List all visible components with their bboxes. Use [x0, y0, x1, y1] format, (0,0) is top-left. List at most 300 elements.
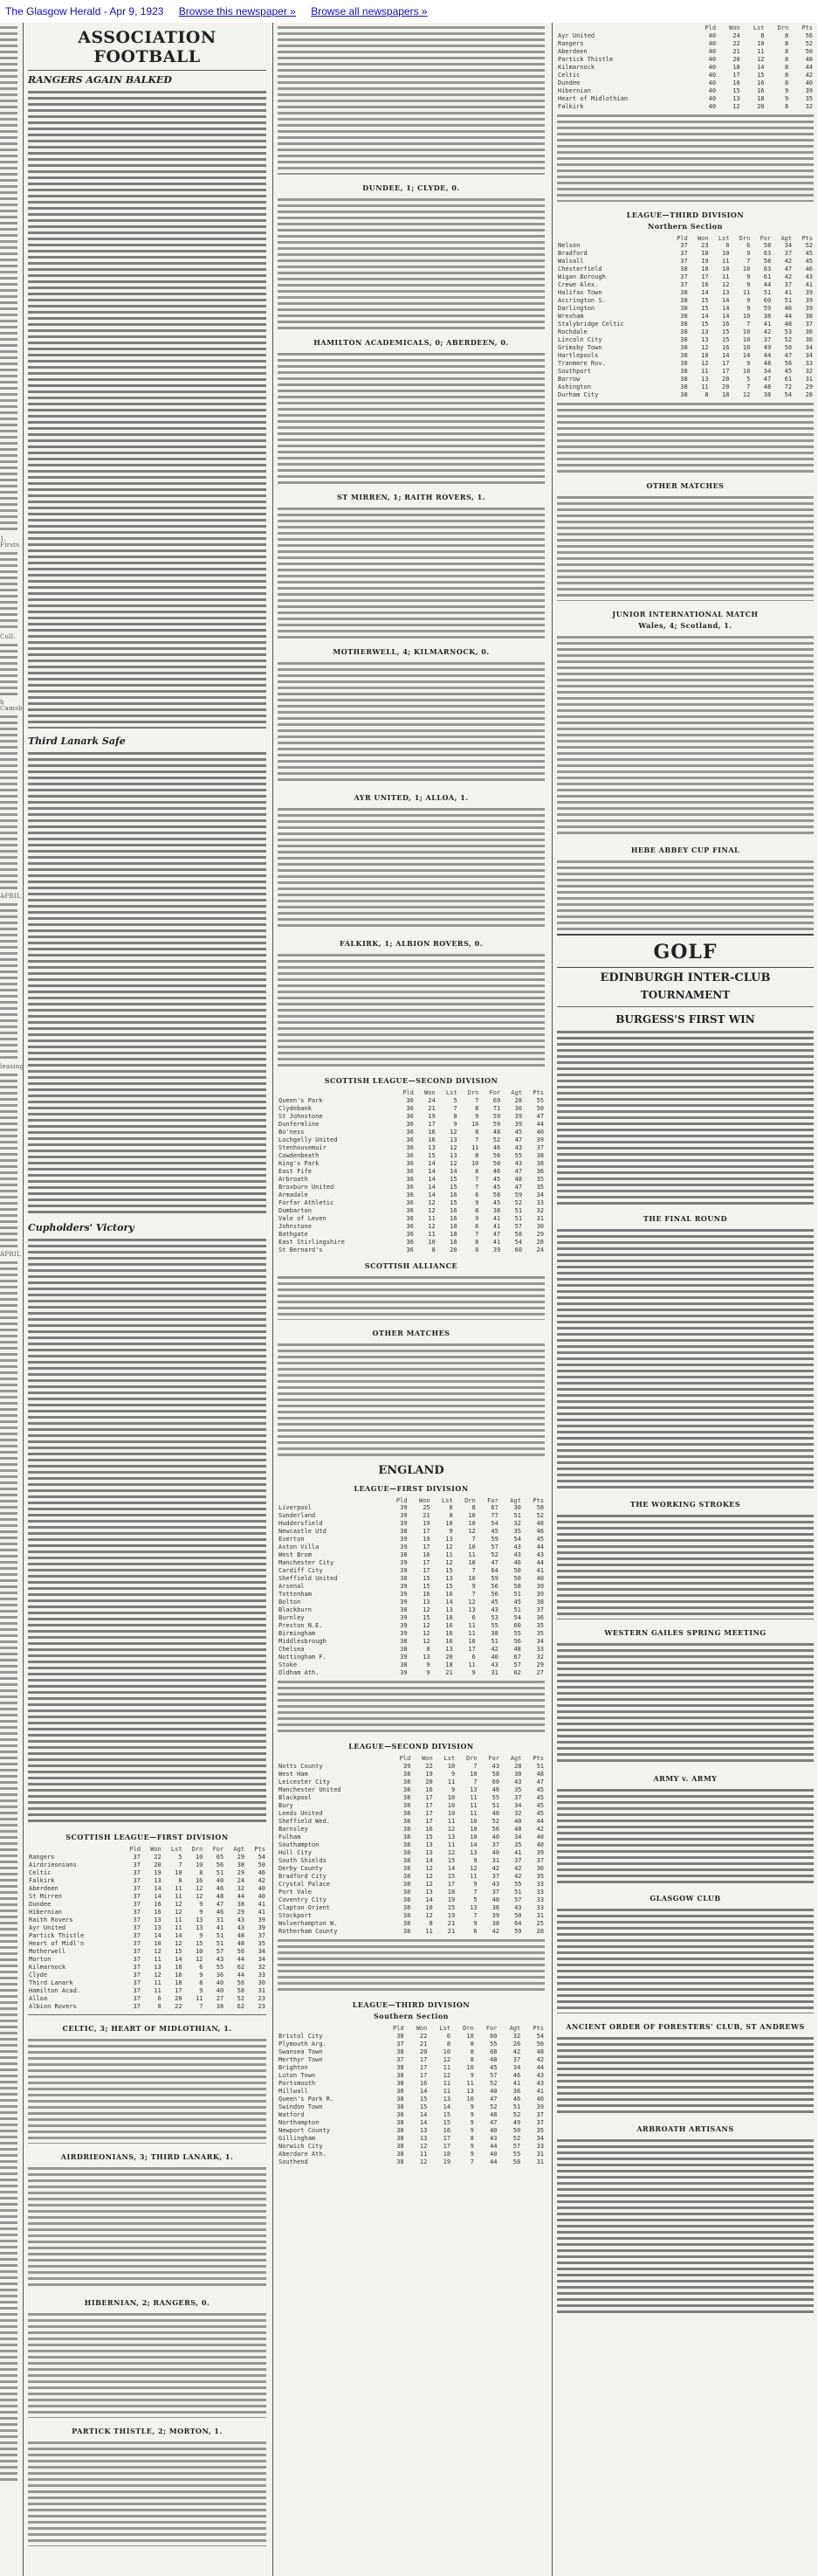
table-cell: 12	[423, 1606, 430, 1614]
table-cell: 43	[536, 1551, 544, 1559]
table-cell: 10	[468, 1575, 476, 1583]
table-cell: 49	[512, 2118, 521, 2126]
table-cell: 34	[805, 352, 813, 360]
table-cell: 9	[450, 1785, 456, 1793]
table-cell: 20	[722, 376, 730, 383]
table-cell: 36	[406, 1104, 414, 1112]
table-header: Agt	[233, 1846, 245, 1853]
table-cell: 15	[732, 86, 740, 94]
table-cell: 41	[492, 1238, 501, 1246]
table-cell: 11	[443, 2079, 451, 2087]
table-header: Pld	[402, 1089, 414, 1096]
table-cell: 10	[466, 2063, 474, 2071]
table-cell: 9	[746, 281, 751, 289]
table-cell: 8	[475, 1151, 479, 1159]
table-cell: 36	[536, 1864, 544, 1872]
table-cell: 10	[470, 1770, 478, 1778]
table-row	[278, 1810, 545, 1818]
table-cell: 14	[722, 313, 730, 321]
table-cell: 58	[237, 1986, 245, 1994]
table-cell: 10	[447, 1809, 456, 1817]
table-cell: 36	[406, 1214, 414, 1222]
table-cell: 8	[431, 1246, 436, 1253]
table-cell: 15	[701, 305, 709, 313]
table-row	[557, 305, 814, 313]
table-cell: 34	[512, 2063, 521, 2071]
table-cell: 54	[513, 1614, 521, 1622]
match-heading: AYR UNITED, 1; ALLOA, 1.	[354, 793, 469, 802]
table-cell: 6	[471, 1654, 476, 1661]
table-cell: 14	[175, 1931, 182, 1939]
team-name: Hull City	[278, 1848, 312, 1856]
table-row	[278, 1575, 545, 1583]
table-cell: 40	[490, 2150, 498, 2158]
table-cell: 57	[490, 2071, 498, 2079]
table-cell: 12	[722, 281, 730, 289]
team-name: Nelson	[558, 242, 581, 250]
table-cell: 38	[680, 313, 688, 321]
table-cell: 13	[443, 2095, 451, 2103]
table-cell: 19	[447, 1911, 456, 1919]
table-row	[278, 1669, 545, 1677]
table-cell: 42	[491, 1927, 500, 1935]
table-cell: 13	[425, 1888, 433, 1896]
table-cell: 34	[763, 368, 772, 376]
table-cell: 15	[443, 2110, 451, 2118]
table-cell: 36	[406, 1096, 414, 1104]
team-name: Halifax Town	[558, 289, 602, 297]
table-cell: 12	[175, 1908, 182, 1916]
table-cell: 9	[746, 305, 751, 313]
edge-fragment: h Camsb	[0, 699, 23, 712]
table-cell: 14	[722, 305, 730, 313]
table-cell: 37	[133, 1853, 141, 1861]
table-cell: 45	[491, 1599, 498, 1606]
team-name: Chesterfield	[558, 266, 602, 273]
table-cell: 6	[475, 1222, 479, 1230]
table-cell: 17	[701, 273, 709, 281]
table-cell: 54	[491, 1520, 498, 1528]
table-row	[278, 1184, 545, 1191]
table-cell: 20	[450, 1246, 457, 1253]
table-cell: 12	[742, 391, 751, 399]
table-cell: 15	[701, 321, 709, 328]
table-cell: 55	[514, 1151, 523, 1159]
table-cell: 31	[536, 1214, 544, 1222]
table-cell: 65	[216, 1853, 224, 1861]
table-cell: 7	[475, 1183, 479, 1191]
table-row	[557, 297, 814, 305]
table-cell: 17	[419, 2063, 428, 2071]
results-block	[278, 1276, 545, 1320]
table-header: Lst	[718, 234, 730, 242]
table-cell: 7	[475, 1096, 479, 1104]
table-cell: 35	[514, 1785, 522, 1793]
table-row	[278, 2142, 545, 2150]
table-cell: 13	[154, 1963, 162, 1971]
table-cell: 36	[406, 1246, 414, 1253]
table-cell: 55	[491, 1622, 498, 1630]
table-cell: 9	[785, 86, 789, 94]
team-name: Vale of Leven	[278, 1214, 327, 1222]
table-cell: 7	[473, 1911, 478, 1919]
table-cell: 13	[470, 1903, 478, 1911]
table-cell: 52	[536, 1512, 544, 1520]
table-cell: 37	[784, 281, 793, 289]
table-cell: 40	[491, 1896, 500, 1903]
table-cell: 59	[492, 1120, 501, 1128]
table-cell: 46	[512, 2095, 521, 2103]
table-row	[278, 1199, 545, 1207]
table-cell: 11	[175, 1884, 182, 1892]
table-cell: 42	[784, 273, 793, 281]
table-cell: 37	[680, 258, 688, 266]
team-name: Falkirk	[29, 1876, 55, 1884]
table-cell: 40	[708, 86, 717, 94]
table-cell: 51	[513, 1512, 521, 1520]
table-cell: 9	[453, 1120, 457, 1128]
table-cell: 24	[732, 31, 740, 39]
table-cell: 34	[514, 1801, 522, 1809]
table-cell: 39	[400, 1583, 408, 1591]
table-cell: 52	[784, 336, 793, 344]
table-cell: 13	[468, 1606, 476, 1614]
table-cell: 57	[216, 1947, 224, 1955]
league-table	[557, 24, 814, 111]
table-cell: 38	[763, 391, 772, 399]
table-cell: 38	[680, 360, 688, 368]
table-cell: 38	[536, 1599, 544, 1606]
table-row	[557, 79, 814, 87]
table-row	[278, 1857, 545, 1865]
table-header: Pld	[677, 234, 688, 242]
table-cell: 31	[536, 2158, 544, 2165]
table-cell: 42	[784, 258, 793, 266]
team-name: Clapton Orient	[278, 1903, 331, 1911]
table-row	[557, 281, 814, 289]
table-cell: 8	[453, 1112, 457, 1120]
table-cell: 16	[445, 1622, 453, 1630]
table-cell: 39	[400, 1512, 408, 1520]
table-cell: 38	[680, 336, 688, 344]
table-cell: 10	[466, 2032, 474, 2040]
table-cell: 18	[732, 63, 740, 71]
table-cell: 14	[425, 1896, 433, 1903]
team-name: Chelsea	[278, 1646, 305, 1654]
table-cell: 15	[419, 2095, 428, 2103]
table-cell: 10	[468, 1638, 476, 1646]
table-cell: 24	[536, 1246, 544, 1253]
table-cell: 55	[514, 1880, 522, 1888]
table-cell: 56	[784, 360, 793, 368]
table-cell: 16	[428, 1128, 436, 1136]
table-cell: 36	[536, 1167, 544, 1175]
table-cell: 37	[133, 1955, 141, 1963]
table-cell: 48	[237, 1939, 245, 1947]
article-body	[557, 1909, 814, 2013]
table-cell: 45	[536, 1785, 544, 1793]
table-cell: 9	[746, 360, 751, 368]
table-cell: 47	[514, 1183, 523, 1191]
table-row	[278, 1591, 545, 1599]
edge-fragment: APRIL	[0, 1251, 21, 1258]
table-header: For	[212, 1846, 224, 1853]
team-name: Celtic	[29, 1868, 52, 1876]
table-cell: 33	[536, 1888, 544, 1896]
team-name: Luton Town	[278, 2071, 316, 2079]
table-cell: 43	[536, 2071, 544, 2079]
table-cell: 22	[154, 1853, 162, 1861]
table-row	[557, 383, 814, 391]
table-row	[278, 1912, 545, 1920]
table-cell: 42	[258, 1876, 265, 1884]
table-cell: 21	[428, 1104, 436, 1112]
table-cell: 8	[785, 79, 789, 86]
section-heading: HEBE ABBEY CUP FINAL	[630, 846, 740, 855]
table-cell: 9	[470, 2103, 474, 2110]
table-header: Lst	[753, 24, 765, 31]
table-row	[278, 1606, 545, 1614]
table-cell: 38	[396, 2150, 404, 2158]
table-cell: 29	[237, 1908, 245, 1916]
browse-newspaper-link[interactable]: Browse this newspaper »	[178, 5, 296, 17]
table-cell: 38	[402, 1793, 411, 1801]
team-name: Rangers	[29, 1853, 55, 1861]
table-cell: 8	[785, 102, 789, 110]
table-cell: 62	[237, 1963, 245, 1971]
table-row	[557, 273, 814, 281]
table-cell: 8	[785, 55, 789, 63]
table-cell: 27	[536, 1669, 544, 1677]
table-cell: 8	[178, 1876, 182, 1884]
table-row	[28, 1893, 266, 1901]
table-cell: 44	[237, 1892, 245, 1900]
browse-all-newspapers-link[interactable]: Browse all newspapers »	[311, 5, 428, 17]
team-name: East Stirlingshire	[278, 1238, 345, 1246]
table-cell: 37	[514, 1856, 522, 1864]
team-name: Partick Thistle	[29, 1931, 85, 1939]
table-row	[28, 1916, 266, 1924]
table-cell: 37	[133, 1868, 141, 1876]
section-title: ASSOCIATION FOOTBALL	[28, 23, 266, 71]
table-cell: 8	[471, 1504, 476, 1512]
table-cell: 47	[763, 376, 772, 383]
table-cell: 16	[722, 344, 730, 352]
table-cell: 38	[237, 1900, 245, 1908]
table-cell: 42	[763, 328, 772, 336]
table-cell: 37	[133, 1963, 141, 1971]
article-body	[28, 1239, 266, 1824]
table-cell: 14	[154, 1931, 162, 1939]
table-cell: 40	[536, 1575, 544, 1583]
team-name: Alloa	[29, 1994, 48, 2002]
table-row	[557, 376, 814, 383]
match-report	[28, 2441, 266, 2546]
article-body	[557, 1643, 814, 1765]
team-name: West Ham	[278, 1770, 308, 1778]
match-score: Wales, 4; Scotland, 1.	[638, 621, 732, 631]
table-cell: 31	[805, 376, 813, 383]
table-cell: 27	[216, 1994, 224, 2002]
table-cell: 11	[443, 2063, 451, 2071]
table-cell: 9	[746, 297, 751, 305]
table-row	[278, 1544, 545, 1551]
team-name: Southport	[558, 368, 591, 376]
table-cell: 54	[536, 2032, 544, 2040]
table-cell: 38	[402, 1856, 411, 1864]
table-cell: 13	[423, 1654, 430, 1661]
table-cell: 59	[492, 1112, 501, 1120]
table-cell: 38	[402, 1801, 411, 1809]
table-cell: 12	[450, 1143, 457, 1151]
table-cell: 45	[491, 1528, 498, 1536]
table-cell: 56	[237, 1947, 245, 1955]
table-header: For	[487, 1496, 498, 1504]
table-cell: 43	[237, 1923, 245, 1931]
table-header: Won	[424, 1089, 436, 1096]
table-cell: 44	[490, 2142, 498, 2150]
table-cell: 8	[470, 2040, 474, 2048]
table-cell: 12	[195, 1955, 203, 1963]
table-row	[557, 289, 814, 297]
table-cell: 6	[473, 1927, 478, 1935]
table-header: Pts	[533, 1496, 544, 1504]
table-row	[278, 2118, 545, 2126]
table-cell: 11	[701, 368, 709, 376]
table-cell: 29	[237, 1868, 245, 1876]
table-cell: 50	[536, 2040, 544, 2048]
table-cell: 46	[784, 305, 793, 313]
table-cell: 45	[513, 1599, 521, 1606]
table-cell: 58	[763, 258, 772, 266]
table-cell: 60	[491, 1778, 500, 1785]
team-name: Celtic	[558, 71, 581, 79]
table-cell: 9	[746, 250, 751, 258]
table-cell: 38	[680, 328, 688, 336]
table-cell: 21	[447, 1927, 456, 1935]
table-cell: 63	[763, 250, 772, 258]
table-cell: 14	[722, 352, 730, 360]
team-name: Rangers	[558, 39, 584, 47]
table-cell: 50	[513, 1575, 521, 1583]
left-edge-column	[0, 23, 24, 2576]
table-row	[28, 1877, 266, 1885]
table-row	[278, 2134, 545, 2142]
table-cell: 17	[443, 2134, 451, 2142]
table-cell: 10	[447, 1762, 456, 1770]
table-cell: 17	[423, 1559, 430, 1567]
table-cell: 10	[428, 1238, 436, 1246]
table-cell: 58	[763, 242, 772, 250]
table-header: Pld	[129, 1846, 141, 1853]
table-cell: 45	[805, 258, 813, 266]
table-cell: 36	[406, 1112, 414, 1120]
table-cell: 50	[513, 1567, 521, 1575]
table-cell: 13	[470, 1785, 478, 1793]
table-cell: 11	[468, 1551, 476, 1559]
table-cell: 12	[732, 102, 740, 110]
table-cell: 12	[447, 1848, 456, 1856]
team-name: Fulham	[278, 1833, 301, 1840]
table-cell: 16	[423, 1591, 430, 1599]
table-cell: 41	[763, 321, 772, 328]
table-cell: 16	[175, 1971, 182, 1979]
table-cell: 8	[199, 1868, 203, 1876]
table-cell: 20	[419, 2048, 428, 2055]
table-header: Drn	[463, 2024, 474, 2032]
team-name: Broxburn United	[278, 1183, 334, 1191]
table-cell: 41	[512, 2079, 521, 2087]
table-cell: 15	[423, 1583, 430, 1591]
table-cell: 47	[514, 1136, 523, 1143]
table-cell: 17	[425, 1801, 433, 1809]
table-cell: 38	[402, 1825, 411, 1833]
table-cell: 18	[701, 250, 709, 258]
team-name: Everton	[278, 1536, 305, 1544]
table-cell: 35	[805, 94, 813, 102]
table-cell: 15	[419, 2103, 428, 2110]
table-header: Pld	[705, 24, 717, 31]
table-cell: 9	[473, 1856, 478, 1864]
results-block	[557, 114, 814, 202]
table-cell: 38	[396, 2095, 404, 2103]
team-name: St Mirren	[29, 1892, 62, 1900]
table-cell: 38	[396, 2118, 404, 2126]
table-cell: 17	[425, 1809, 433, 1817]
table-header	[557, 235, 668, 243]
table-cell: 48	[216, 1892, 224, 1900]
table-cell: 37	[396, 2040, 404, 2048]
table-cell: 40	[514, 1817, 522, 1825]
table-cell: 38	[396, 2158, 404, 2165]
match-report	[278, 353, 545, 484]
table-cell: 6	[446, 2032, 451, 2040]
text-block	[0, 552, 17, 631]
table-row	[278, 1763, 545, 1771]
table-cell: 38	[396, 2032, 404, 2040]
table-cell: 47	[536, 1778, 544, 1785]
table-cell: 31	[491, 1669, 498, 1677]
table-cell: 8	[470, 2134, 474, 2142]
table-cell: 43	[805, 273, 813, 281]
table-cell: 39	[400, 1567, 408, 1575]
table-cell: 45	[514, 1128, 523, 1136]
table-header	[28, 1846, 120, 1854]
table-cell: 32	[512, 2032, 521, 2040]
table-cell: 60	[763, 297, 772, 305]
table-cell: 34	[784, 242, 793, 250]
table-cell: 47	[784, 352, 793, 360]
team-name: Preston N.E.	[278, 1622, 323, 1630]
table-cell: 46	[491, 1785, 500, 1793]
match-report	[278, 198, 545, 329]
table-cell: 13	[425, 1840, 433, 1848]
article-subheading: GLASGOW CLUB	[650, 1894, 721, 1903]
table-cell: 55	[216, 1963, 224, 1971]
table-cell: 12	[425, 1864, 433, 1872]
table-cell: 68	[490, 2048, 498, 2055]
table-cell: 35	[536, 1622, 544, 1630]
table-cell: 30	[258, 1979, 265, 1986]
table-cell: 12	[470, 1864, 478, 1872]
table-cell: 13	[428, 1143, 436, 1151]
table-row	[28, 1885, 266, 1893]
table-cell: 34	[536, 1638, 544, 1646]
table-cell: 51	[216, 1931, 224, 1939]
table-cell: 12	[445, 1544, 453, 1551]
team-name: Aston Villa	[278, 1544, 320, 1551]
table-cell: 47	[514, 1167, 523, 1175]
